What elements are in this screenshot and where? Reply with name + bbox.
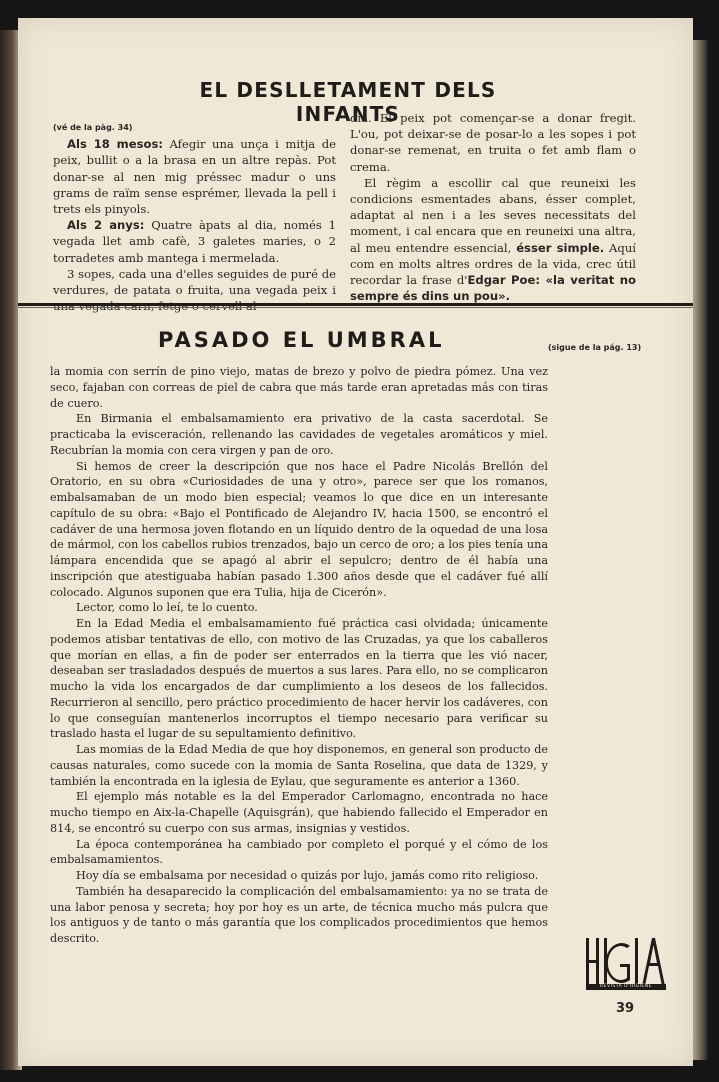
article2-paragraph: Las momias de la Edad Media de que hoy disponemos, en general son producto de causas naturales, como sucede con la momia de Santa Roselina, que data de 1329, y también la encontrada en la iglesia de Eylau, que seguramente es anterior a 1360. (50, 743, 548, 788)
age-label-18-months: Als 18 mesos: (67, 137, 164, 152)
article2-paragraph: Si hemos de creer la descripción que nos hace el Padre Nicolás Brellón del Oratorio, en su obra «Curiosidades de una y otro», parece ser que los romanos, embalsamaban de un modo bien especial; veamos lo que dice en un interesante capítulo de su obra: «Bajo el Pontificado de Alejandro IV, hacia 1500, se encontró el cadáver de una hermosa joven flotando en un líquido dentro de la oquedad de una losa de mármol, con los cabellos rubios trenzados, bajo un cerco de oro; a los pies tenía una lámpara encendida que se apagó al abrir el sepulcro; dentro de él había una inscripción que atestiguaba habían pasado 1.300 años desde que el cadáver fué allí colocado. Algunos suponen que era Tulia, hija de Cicerón». (50, 459, 548, 599)
article2-paragraph: Hoy día se embalsama por necesidad o quizás por lujo, jamás como rito religioso. (76, 869, 539, 882)
magazine-page (18, 18, 693, 1066)
section-divider-thin (18, 307, 693, 308)
article2-paragraph: En Birmania el embalsamamiento era privativo de la casta sacerdotal. Se practicaba la evisceración, rellenando las cavidades de vegetales aromáticos y miel. Recubrían la momia con cera virgen y pan de oro. (50, 412, 548, 457)
article1-paragraph: dia. El peix pot començar-se a donar fregit. L'ou, pot deixar-se de posar-lo a les sopes i pot donar-se remenat, en truita o fet amb flam o crema. (350, 111, 636, 174)
article1-continuation-ref: (vé de la pàg. 34) (53, 123, 133, 132)
article1-quote: «la veritat no sempre és dins un pou». (350, 273, 637, 304)
article2-title: PASADO EL UMBRAL (158, 328, 445, 352)
article1-right-column (350, 110, 636, 304)
section-divider (18, 303, 693, 306)
article2-paragraph: Lector, como lo leí, te lo cuento. (76, 601, 258, 615)
article1-title: EL DESLLETAMENT DELS INFANTS (199, 78, 497, 126)
article1-author-name: Edgar Poe: (467, 273, 541, 288)
article2-paragraph: El ejemplo más notable es la del Emperador Carlomagno, encontrada no hace mucho tiempo en Aix-la-Chapelle (Aquisgrán), que habiendo fallecido el Emperador en 814, se encontró su cuerpo con sus armas, insignias y vestidos. (50, 790, 548, 835)
article2-paragraph: En la Edad Media el embalsamamiento fué práctica casi olvidada; únicamente podemos atisbar tentativas de ello, con motivo de las Cruzadas, ya que los caballeros que morían en ellas, a fin de poder ser enterrados en la tierra que les vió nacer, deseaban ser trasladados después de muertos a sus lares. Para ello, no se complicaron mucho la vida los encargados de dar cumplimiento a los deseos de los fallecidos. Recurrieron al sencillo, pero práctico procedimiento de hacer hervir los cadáveres, con lo que conseguían mantenerlos incorruptos el tiempo necesario para verificar su traslado hasta el lugar de su sepultamiento definitivo. (50, 617, 548, 741)
article2-paragraph: la momia con serrín de pino viejo, matas de brezo y polvo de piedra pómez. Una vez seco, fajaban con correas de piel de cabra que más tarde eran apretadas más con tiras de cuero. (50, 365, 548, 410)
age-label-2-years: Als 2 anys: (67, 218, 145, 233)
higia-logo (586, 936, 666, 990)
article1-left-column (53, 118, 336, 314)
page-number: 39 (616, 1001, 635, 1016)
article1-emphasis: ésser simple. (516, 240, 605, 255)
article1-paragraph: Quatre àpats al dia, només 1 vegada llet amb cafè, 3 galetes maries, o 2 torradetes amb mantega i mermelada. (53, 218, 336, 265)
article2-body (50, 364, 548, 947)
article2-continuation-ref: (sigue de la pág. 13) (548, 343, 642, 352)
article1-paragraph: 3 sopes, cada una d'elles seguides de puré de verdures, de patata o fruita, una vegada peix i (53, 266, 336, 298)
article1-paragraph: Afegir una unça i mitja de peix, bullit o a la brasa en un altre repàs. Pot donar-se al nen mig préssec madur o uns grams de raïm sense esprémer, llevada la pell i trets els pinyols. (53, 137, 336, 217)
article1-text: El règim a escollir cal que reuneixi les condicions esmentades abans, ésser complet, adaptat al nen i a les seves necessitats del moment, i cal encara que en reuneixi una altra, al meu entendre essencial, (350, 175, 636, 255)
article2-paragraph: También ha desaparecido la complicación del embalsamamiento: ya no se trata de una labor penosa y secreta; hoy por hoy es un arte, de técnica mucho más pulcra que los antiguos y de tanto o más garantía que los complicados procedimientos que hemos descrito. (50, 884, 548, 945)
logo-subtitle: REVISTA D'HIGIENE (586, 984, 666, 990)
article1-text: Aquí com en molts altres ordres de la vida, crec útil recordar la frase d' (350, 240, 637, 288)
article2-paragraph: La época contemporánea ha cambiado por completo el porqué y el cómo de los embalsamamientos. (50, 837, 548, 867)
